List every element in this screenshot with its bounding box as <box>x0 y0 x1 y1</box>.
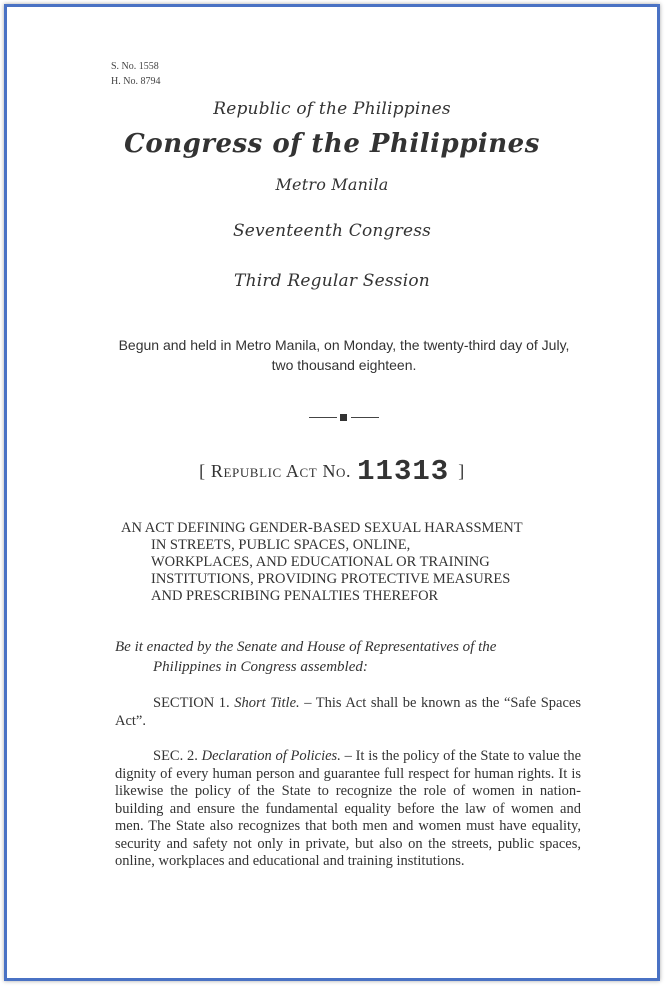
act-title <box>121 520 581 605</box>
act-title-line: IN STREETS, PUBLIC SPACES, ONLINE, <box>151 537 411 553</box>
section-2-text: – It is the policy of the State to value the dignity of every human person and guarantee full respect for human rights. It is likewise the policy of the State to recognize the role of women in nation-building and ensure the fundamental equality before the law of women and men. The State also recognizes that both men and women must have equality, security and safety not only in private, but also on the streets, public spaces, online, workplaces and educational and training institutions. <box>115 748 582 869</box>
congress-heading: Congress of the Philippines <box>124 129 540 159</box>
section-2-label: SEC. 2. <box>153 748 198 764</box>
section-1-text: – This Act shall be known as the “Safe Spaces Act”. <box>115 695 582 729</box>
metro-manila-heading: Metro Manila <box>275 175 389 194</box>
section-1-label: SECTION 1. <box>153 695 230 711</box>
ra-bracket-close: ] <box>453 461 465 481</box>
document-page <box>7 7 657 978</box>
begun-statement: Begun and held in Metro Manila, on Monday, the twenty-third day of July, two thousand eighteen. <box>118 337 570 373</box>
enacting-clause-line: Be it enacted by the Senate and House of Representatives of the <box>115 639 497 655</box>
divider-ornament-icon <box>309 413 379 423</box>
section-1-heading: Short Title. <box>234 695 300 711</box>
bill-numbers <box>111 59 160 89</box>
republic-act-number <box>7 455 657 488</box>
section-2 <box>115 748 581 871</box>
enacting-clause-line: Philippines in Congress assembled: <box>153 659 368 675</box>
ra-number: 11313 <box>357 455 450 488</box>
act-title-line: INSTITUTIONS, PROVIDING PROTECTIVE MEASURES <box>151 571 511 587</box>
act-title-line: WORKPLACES, AND EDUCATIONAL OR TRAINING <box>151 554 490 570</box>
republic-heading: Republic of the Philippines <box>213 99 451 119</box>
ra-label: Republic Act No. <box>210 461 352 481</box>
section-1 <box>115 695 581 730</box>
act-title-line: AND PRESCRIBING PENALTIES THEREFOR <box>151 588 439 604</box>
seventeenth-congress-heading: Seventeenth Congress <box>232 221 432 241</box>
house-bill-number: H. No. 8794 <box>111 76 161 87</box>
section-2-heading: Declaration of Policies. <box>201 748 341 764</box>
senate-bill-number: S. No. 1558 <box>111 61 159 72</box>
ra-bracket-open: [ <box>199 461 211 481</box>
session-heading: Third Regular Session <box>234 271 430 291</box>
document-frame <box>4 4 660 981</box>
enacting-clause <box>115 637 581 677</box>
act-title-line: AN ACT DEFINING GENDER-BASED SEXUAL HARASSMENT <box>121 520 523 536</box>
